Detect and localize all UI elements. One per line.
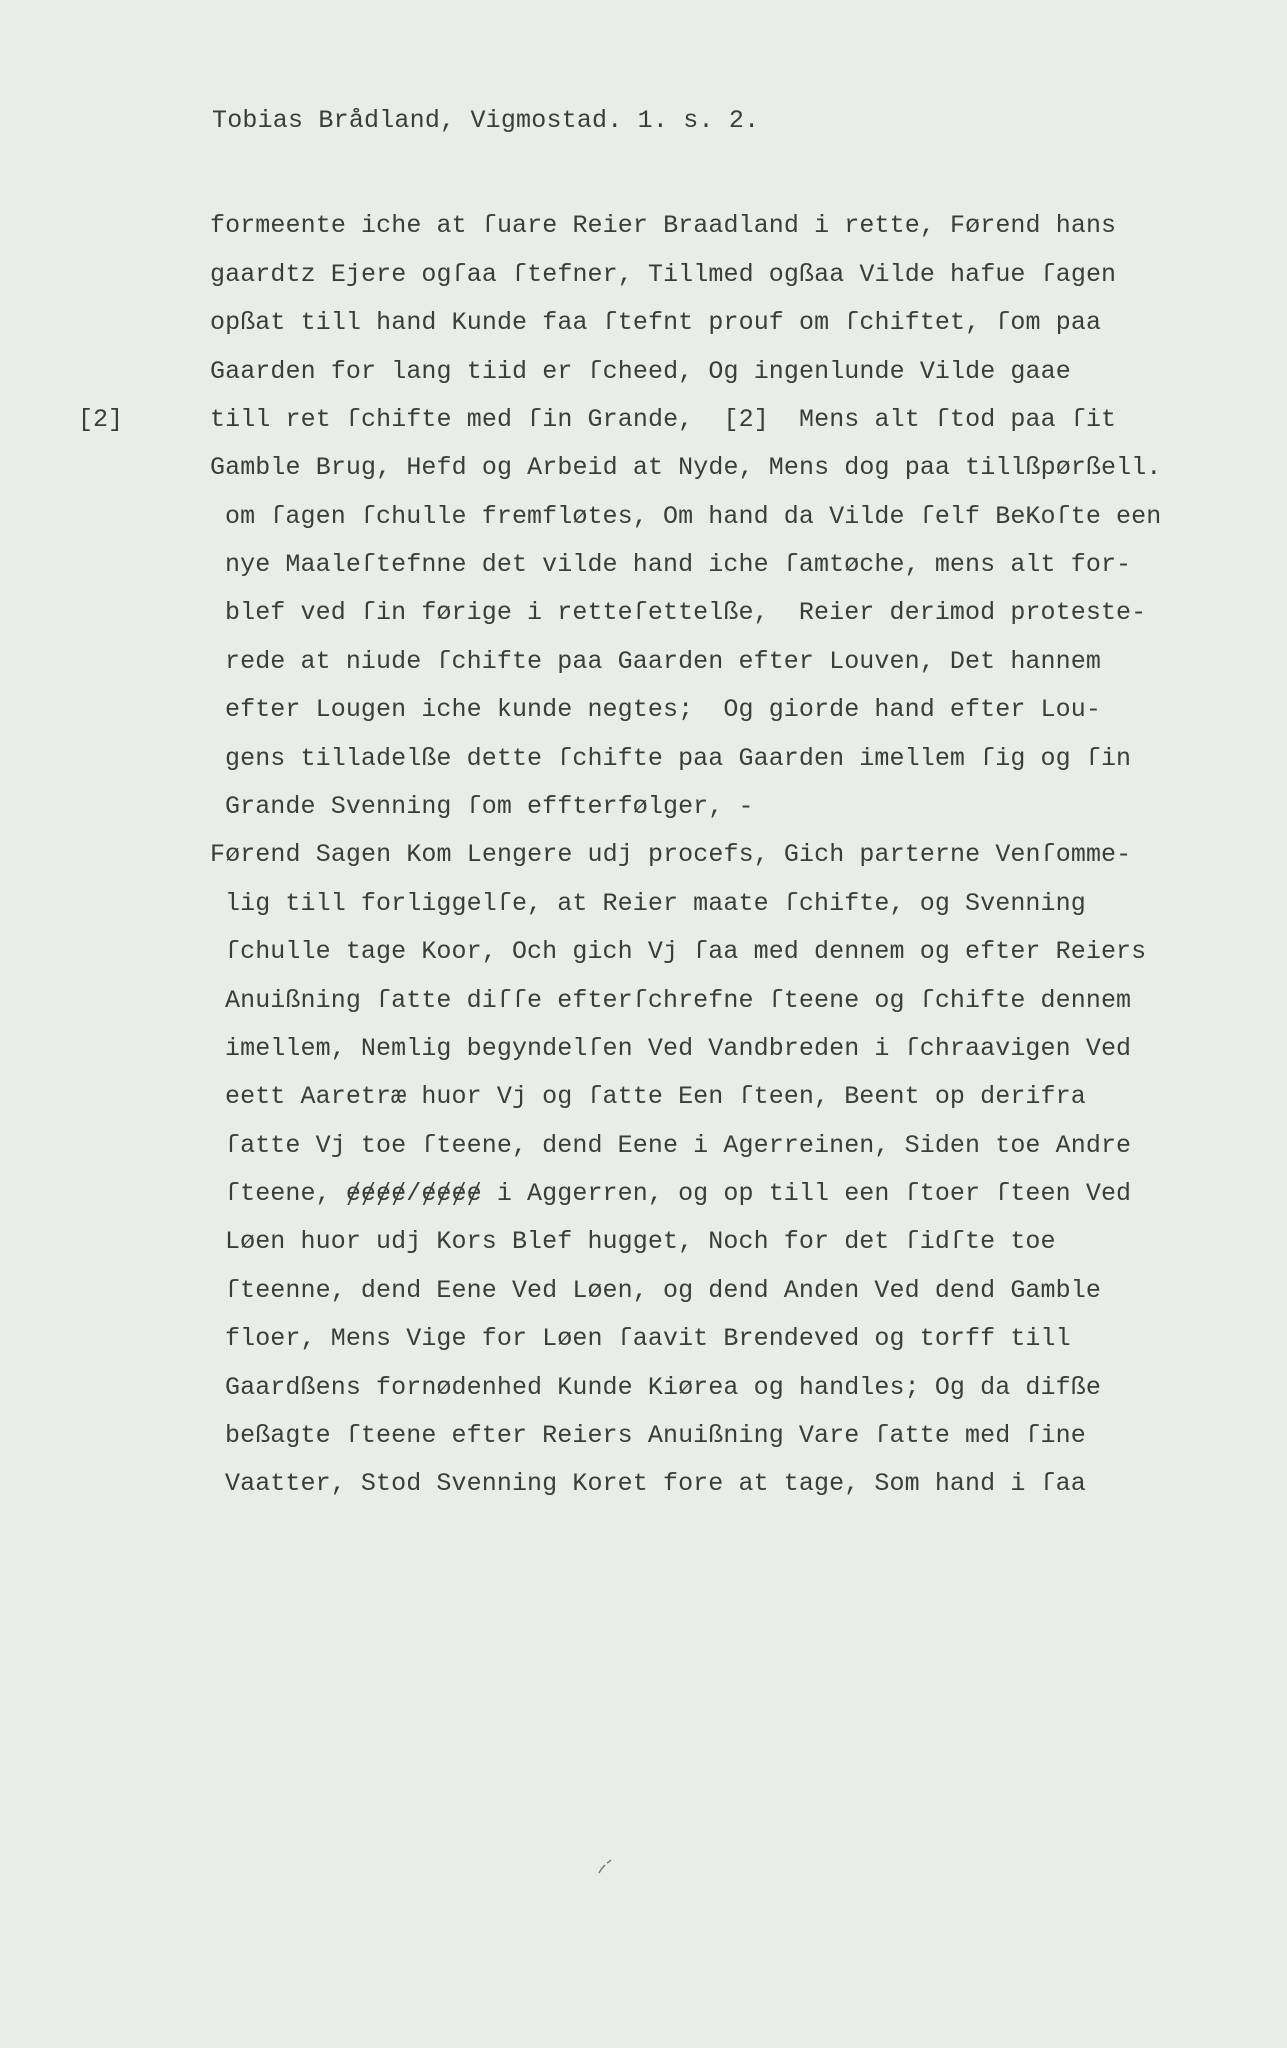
text-line: Gamble Brug, Hefd og Arbeid at Nyde, Mens dog paa tillßpørßell. — [210, 453, 1162, 482]
text-line: Løen huor udj Kors Blef hugget, Noch for det ſidſte toe — [225, 1227, 1056, 1256]
text-line: ſatte Vj toe ſteene, dend Eene i Agerreinen, Siden toe Andre — [225, 1131, 1132, 1160]
text-line: opßat till hand Kunde faa ſtefnt prouf om ſchiftet, ſom paa — [210, 308, 1102, 337]
text-line: ſteenne, dend Eene Ved Løen, og dend Anden Ved dend Gamble — [225, 1276, 1101, 1305]
text-line: om ſagen ſchulle fremfløtes, Om hand da Vilde ſelf BeKoſte een — [225, 502, 1162, 531]
text-line: Førend Sagen Kom Lengere udj procefs, Gich parterne Venſomme- — [210, 840, 1132, 869]
text-line: ſteene, ɇɇɇɇ/ɇɇɇɇ i Aggerren, og op till een ſtoer ſteen Ved — [225, 1179, 1132, 1208]
text-line: rede at niude ſchifte paa Gaarden efter Louven, Det hannem — [225, 647, 1101, 676]
text-line: beßagte ſteene efter Reiers Anuißning Vare ſatte med ſine — [225, 1421, 1086, 1450]
text-line: Vaatter, Stod Svenning Koret fore at tage, Som hand i ſaa — [225, 1469, 1086, 1498]
text-line: imellem, Nemlig begyndelſen Ved Vandbreden i ſchraavigen Ved — [225, 1034, 1132, 1063]
text-line: Gaardßens fornødenhed Kunde Kiørea og handles; Og da difße — [225, 1373, 1101, 1402]
text-line: Grande Svenning ſom effterfølger, - — [225, 792, 754, 821]
text-line: gens tilladelße dette ſchifte paa Gaarden imellem ſig og ſin — [225, 744, 1132, 773]
text-line: eett Aaretræ huor Vj og ſatte Een ſteen, Beent op derifra — [225, 1082, 1086, 1111]
margin-note: [2] — [78, 405, 124, 434]
text-line: formeente iche at ſuare Reier Braadland i rette, Førend hans — [210, 211, 1117, 240]
text-line: efter Lougen iche kunde negtes; Og giorde hand efter Lou- — [225, 695, 1101, 724]
text-line: gaardtz Ejere ogſaa ſtefner, Tillmed ogßaa Vilde hafue ſagen — [210, 260, 1117, 289]
page-header: Tobias Brådland, Vigmostad. 1. s. 2. — [212, 106, 760, 135]
ink-mark-icon — [596, 1855, 616, 1877]
text-line: floer, Mens Vige for Løen ſaavit Brendeved og torff till — [225, 1324, 1071, 1353]
text-line: till ret ſchifte med ſin Grande, [2] Mens alt ſtod paa ſit — [210, 405, 1117, 434]
text-line: Gaarden for lang tiid er ſcheed, Og ingenlunde Vilde gaae — [210, 357, 1071, 386]
text-line: Anuißning ſatte diſſe efterſchrefne ſteene og ſchifte dennem — [225, 986, 1132, 1015]
text-line: ſchulle tage Koor, Och gich Vj ſaa med dennem og efter Reiers — [225, 937, 1147, 966]
text-line: blef ved ſin førige i retteſettelße, Reier derimod proteste- — [225, 598, 1147, 627]
text-line: lig till forliggelſe, at Reier maate ſchifte, og Svenning — [225, 889, 1086, 918]
text-line: nye Maaleſtefnne det vilde hand iche ſamtøche, mens alt for- — [225, 550, 1132, 579]
